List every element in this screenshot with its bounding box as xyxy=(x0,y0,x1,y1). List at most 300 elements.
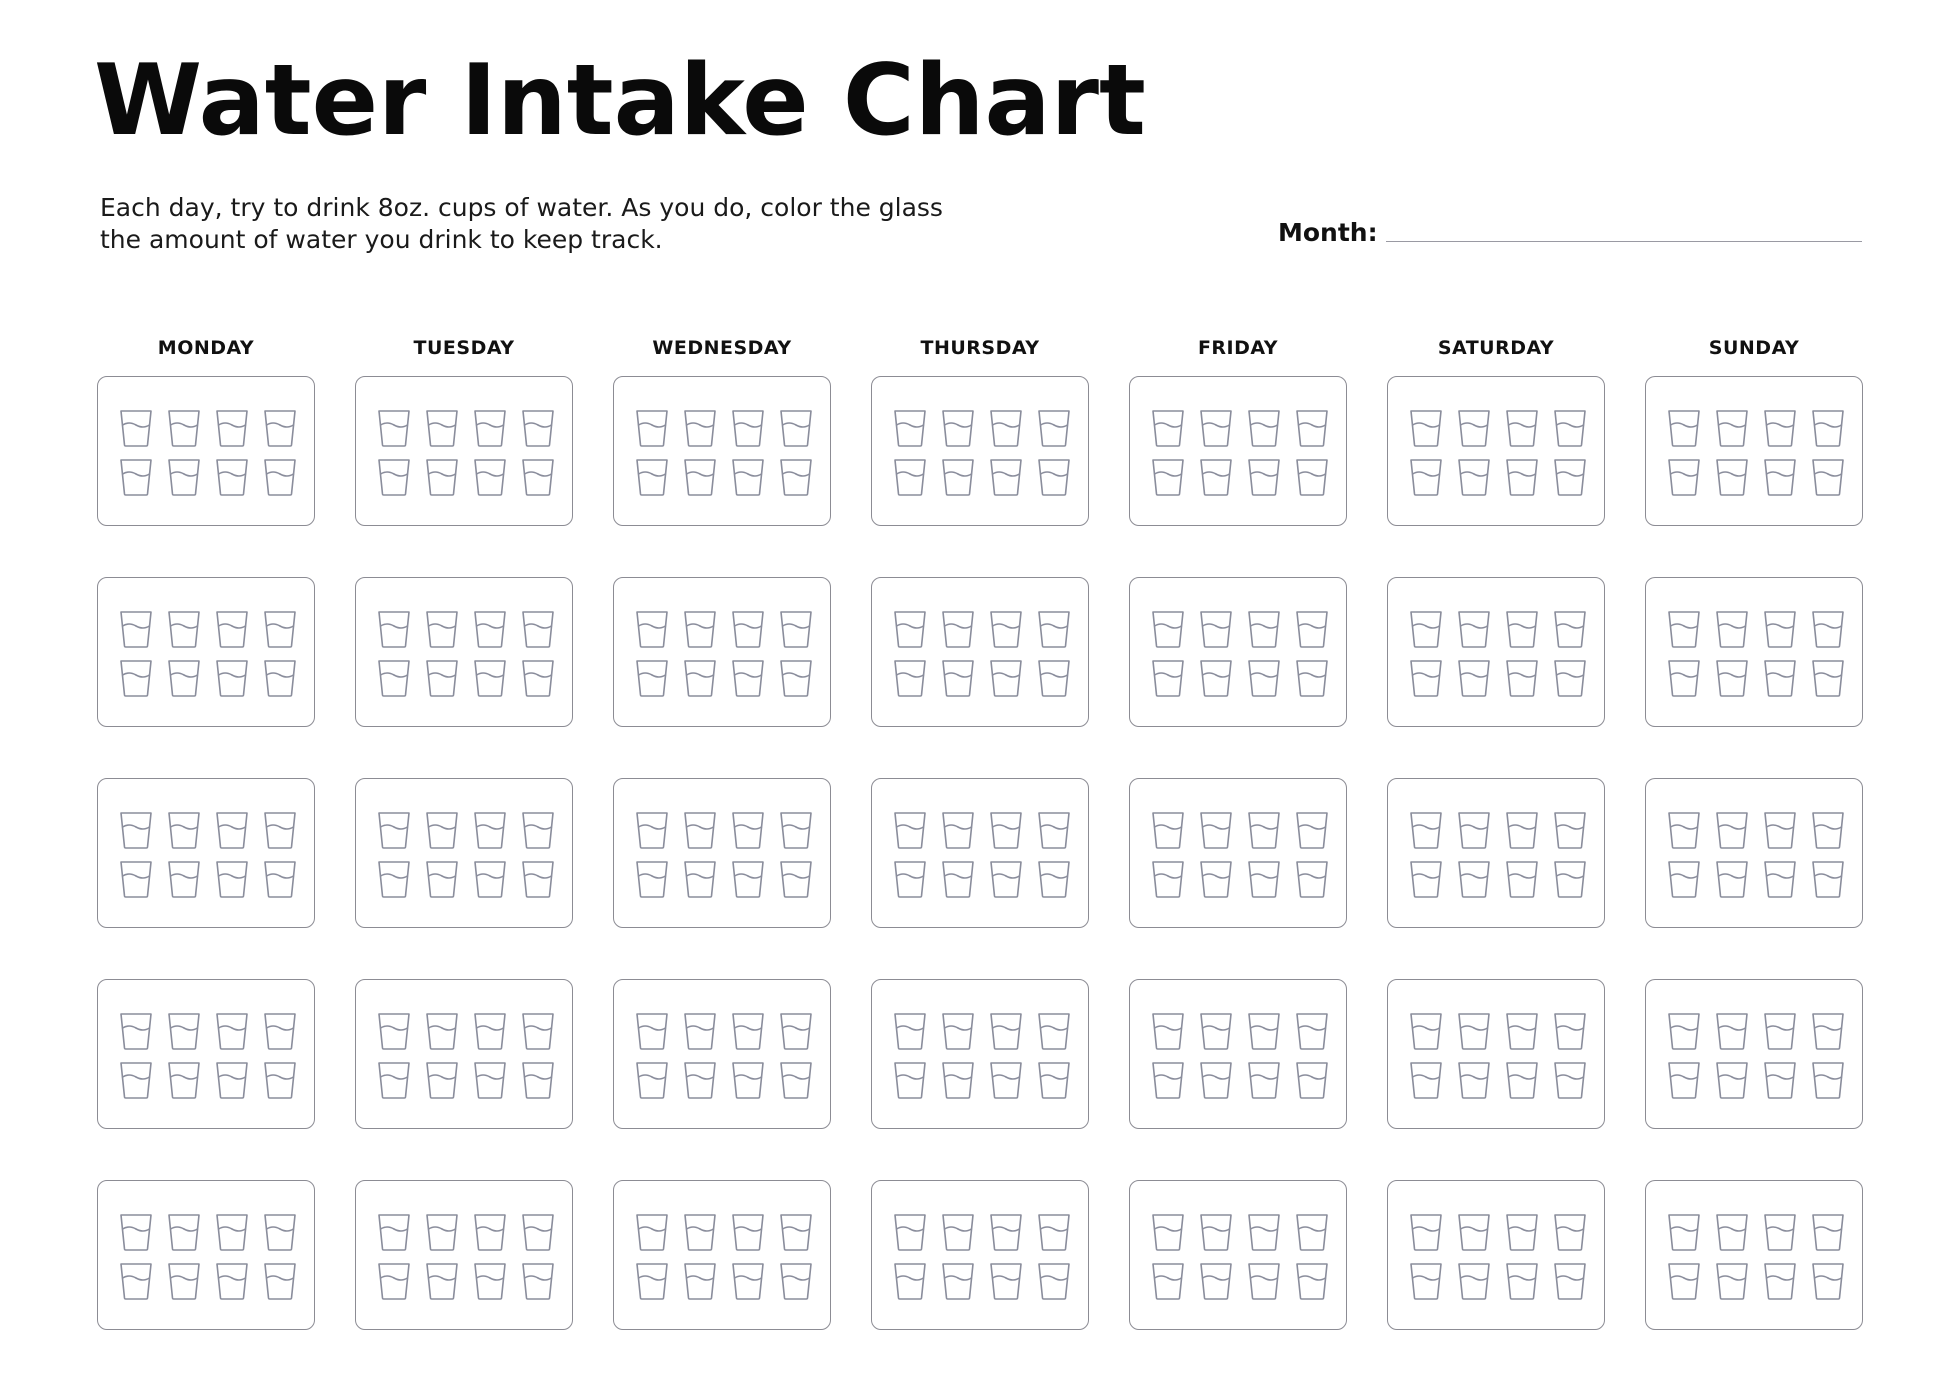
water-glass-icon[interactable] xyxy=(472,859,508,899)
water-glass-icon[interactable] xyxy=(1150,658,1186,698)
water-glass-icon[interactable] xyxy=(214,609,250,649)
water-glass-icon[interactable] xyxy=(214,1060,250,1100)
water-glass-icon[interactable] xyxy=(1036,859,1072,899)
water-glass-icon[interactable] xyxy=(682,810,718,850)
day-box xyxy=(355,778,573,928)
day-box xyxy=(1387,1180,1605,1330)
water-glass-icon[interactable] xyxy=(376,810,412,850)
water-glass-icon[interactable] xyxy=(1198,1212,1234,1252)
water-glass-icon[interactable] xyxy=(1246,1011,1282,1051)
water-glass-icon[interactable] xyxy=(424,810,460,850)
water-glass-icon[interactable] xyxy=(376,1212,412,1252)
water-glass-icon[interactable] xyxy=(940,1011,976,1051)
water-glass-icon[interactable] xyxy=(376,1011,412,1051)
water-glass-icon[interactable] xyxy=(730,859,766,899)
water-glass-icon[interactable] xyxy=(634,810,670,850)
water-glass-icon[interactable] xyxy=(1714,1212,1750,1252)
water-glass-icon[interactable] xyxy=(682,457,718,497)
water-glass-icon[interactable] xyxy=(520,1212,556,1252)
water-glass-icon[interactable] xyxy=(634,457,670,497)
water-glass-icon[interactable] xyxy=(1036,408,1072,448)
water-glass-icon[interactable] xyxy=(1810,457,1846,497)
water-glass-icon[interactable] xyxy=(1504,859,1540,899)
water-glass-icon[interactable] xyxy=(1408,1011,1444,1051)
water-glass-icon[interactable] xyxy=(1666,1011,1702,1051)
water-glass-icon[interactable] xyxy=(940,1060,976,1100)
water-glass-icon[interactable] xyxy=(1198,457,1234,497)
water-glass-icon[interactable] xyxy=(892,810,928,850)
water-glass-icon[interactable] xyxy=(1714,408,1750,448)
water-glass-icon[interactable] xyxy=(214,457,250,497)
water-glass-icon[interactable] xyxy=(1504,609,1540,649)
water-glass-icon[interactable] xyxy=(1456,658,1492,698)
water-glass-icon[interactable] xyxy=(1552,457,1588,497)
water-glass-icon[interactable] xyxy=(1036,609,1072,649)
water-glass-icon[interactable] xyxy=(940,810,976,850)
water-glass-icon[interactable] xyxy=(634,1261,670,1301)
water-glass-icon[interactable] xyxy=(376,408,412,448)
water-glass-icon[interactable] xyxy=(1666,609,1702,649)
water-glass-icon[interactable] xyxy=(376,658,412,698)
water-glass-icon[interactable] xyxy=(262,1060,298,1100)
water-glass-icon[interactable] xyxy=(1246,859,1282,899)
water-glass-icon[interactable] xyxy=(472,658,508,698)
water-glass-icon[interactable] xyxy=(634,859,670,899)
water-glass-icon[interactable] xyxy=(1408,810,1444,850)
day-box xyxy=(1387,979,1605,1129)
water-glass-icon[interactable] xyxy=(1762,1011,1798,1051)
water-glass-icon[interactable] xyxy=(988,1212,1024,1252)
water-glass-icon[interactable] xyxy=(682,658,718,698)
water-glass-icon[interactable] xyxy=(634,1011,670,1051)
water-glass-icon[interactable] xyxy=(1294,1011,1330,1051)
water-glass-icon[interactable] xyxy=(1714,859,1750,899)
water-glass-icon[interactable] xyxy=(1246,408,1282,448)
water-glass-icon[interactable] xyxy=(166,1060,202,1100)
water-glass-icon[interactable] xyxy=(262,609,298,649)
water-glass-icon[interactable] xyxy=(1810,658,1846,698)
water-glass-icon[interactable] xyxy=(262,658,298,698)
day-box xyxy=(613,577,831,727)
water-glass-icon[interactable] xyxy=(118,609,154,649)
water-glass-icon[interactable] xyxy=(472,609,508,649)
water-glass-icon[interactable] xyxy=(520,408,556,448)
water-glass-icon[interactable] xyxy=(1504,1212,1540,1252)
water-glass-icon[interactable] xyxy=(778,1212,814,1252)
water-glass-icon[interactable] xyxy=(214,658,250,698)
water-glass-icon[interactable] xyxy=(118,1212,154,1252)
water-glass-icon[interactable] xyxy=(1294,457,1330,497)
water-glass-icon[interactable] xyxy=(472,457,508,497)
water-glass-icon[interactable] xyxy=(1408,408,1444,448)
water-glass-icon[interactable] xyxy=(1150,1060,1186,1100)
water-glass-icon[interactable] xyxy=(1504,408,1540,448)
water-glass-icon[interactable] xyxy=(682,859,718,899)
water-glass-icon[interactable] xyxy=(1714,658,1750,698)
water-glass-icon[interactable] xyxy=(424,859,460,899)
water-glass-icon[interactable] xyxy=(634,658,670,698)
water-glass-icon[interactable] xyxy=(1552,859,1588,899)
water-glass-icon[interactable] xyxy=(1456,609,1492,649)
water-glass-icon[interactable] xyxy=(1408,1060,1444,1100)
day-box xyxy=(1645,376,1863,526)
water-glass-icon[interactable] xyxy=(940,408,976,448)
water-glass-icon[interactable] xyxy=(214,1212,250,1252)
water-glass-icon[interactable] xyxy=(1714,810,1750,850)
water-glass-icon[interactable] xyxy=(166,1011,202,1051)
water-glass-icon[interactable] xyxy=(1036,457,1072,497)
water-glass-icon[interactable] xyxy=(1246,457,1282,497)
water-glass-icon[interactable] xyxy=(262,1212,298,1252)
water-glass-icon[interactable] xyxy=(472,1011,508,1051)
water-glass-icon[interactable] xyxy=(376,859,412,899)
water-glass-icon[interactable] xyxy=(892,1212,928,1252)
water-glass-icon[interactable] xyxy=(1036,1261,1072,1301)
water-glass-icon[interactable] xyxy=(682,1261,718,1301)
water-glass-icon[interactable] xyxy=(1552,658,1588,698)
day-box xyxy=(1645,577,1863,727)
water-glass-icon[interactable] xyxy=(1666,457,1702,497)
water-glass-icon[interactable] xyxy=(1150,1212,1186,1252)
water-glass-icon[interactable] xyxy=(1036,658,1072,698)
water-glass-icon[interactable] xyxy=(730,609,766,649)
water-glass-icon[interactable] xyxy=(1294,408,1330,448)
water-glass-icon[interactable] xyxy=(1246,609,1282,649)
water-glass-icon[interactable] xyxy=(118,810,154,850)
water-glass-icon[interactable] xyxy=(1714,1261,1750,1301)
water-glass-icon[interactable] xyxy=(1294,810,1330,850)
water-glass-icon[interactable] xyxy=(1408,1212,1444,1252)
water-glass-icon[interactable] xyxy=(730,810,766,850)
water-glass-icon[interactable] xyxy=(682,1011,718,1051)
water-glass-icon[interactable] xyxy=(1456,859,1492,899)
water-glass-icon[interactable] xyxy=(1714,1060,1750,1100)
water-glass-icon[interactable] xyxy=(472,1261,508,1301)
water-glass-icon[interactable] xyxy=(214,408,250,448)
water-glass-icon[interactable] xyxy=(1810,859,1846,899)
day-box xyxy=(1645,778,1863,928)
water-glass-icon[interactable] xyxy=(1408,1261,1444,1301)
water-glass-icon[interactable] xyxy=(424,658,460,698)
water-glass-icon[interactable] xyxy=(1456,457,1492,497)
water-glass-icon[interactable] xyxy=(730,457,766,497)
water-glass-icon[interactable] xyxy=(214,859,250,899)
water-glass-icon[interactable] xyxy=(1036,1011,1072,1051)
day-box xyxy=(355,979,573,1129)
water-glass-icon[interactable] xyxy=(118,1011,154,1051)
water-glass-icon[interactable] xyxy=(682,609,718,649)
water-glass-icon[interactable] xyxy=(940,859,976,899)
water-glass-icon[interactable] xyxy=(1714,457,1750,497)
water-glass-icon[interactable] xyxy=(1762,658,1798,698)
water-glass-icon[interactable] xyxy=(1198,609,1234,649)
water-glass-icon[interactable] xyxy=(1552,1011,1588,1051)
water-glass-icon[interactable] xyxy=(1150,457,1186,497)
water-glass-icon[interactable] xyxy=(1456,1261,1492,1301)
water-glass-icon[interactable] xyxy=(520,658,556,698)
water-glass-icon[interactable] xyxy=(892,457,928,497)
water-glass-icon[interactable] xyxy=(1714,1011,1750,1051)
water-glass-icon[interactable] xyxy=(376,457,412,497)
day-box xyxy=(871,577,1089,727)
water-glass-icon[interactable] xyxy=(730,408,766,448)
water-glass-icon[interactable] xyxy=(892,1261,928,1301)
water-glass-icon[interactable] xyxy=(940,457,976,497)
water-glass-icon[interactable] xyxy=(1150,1261,1186,1301)
water-glass-icon[interactable] xyxy=(118,658,154,698)
water-glass-icon[interactable] xyxy=(1036,810,1072,850)
water-glass-icon[interactable] xyxy=(262,1011,298,1051)
water-glass-icon[interactable] xyxy=(634,1212,670,1252)
water-glass-icon[interactable] xyxy=(1198,658,1234,698)
water-glass-icon[interactable] xyxy=(1504,457,1540,497)
water-glass-icon[interactable] xyxy=(1666,1212,1702,1252)
water-glass-icon[interactable] xyxy=(682,1060,718,1100)
water-glass-icon[interactable] xyxy=(730,1011,766,1051)
water-glass-icon[interactable] xyxy=(1504,658,1540,698)
water-glass-icon[interactable] xyxy=(1810,810,1846,850)
water-glass-icon[interactable] xyxy=(1408,457,1444,497)
water-glass-icon[interactable] xyxy=(1552,810,1588,850)
water-glass-icon[interactable] xyxy=(472,408,508,448)
water-glass-icon[interactable] xyxy=(520,859,556,899)
water-glass-icon[interactable] xyxy=(1150,810,1186,850)
water-glass-icon[interactable] xyxy=(1036,1212,1072,1252)
water-glass-icon[interactable] xyxy=(424,408,460,448)
water-glass-icon[interactable] xyxy=(1150,859,1186,899)
water-glass-icon[interactable] xyxy=(520,609,556,649)
water-glass-icon[interactable] xyxy=(730,1212,766,1252)
water-glass-icon[interactable] xyxy=(778,810,814,850)
water-glass-icon[interactable] xyxy=(1762,859,1798,899)
water-glass-icon[interactable] xyxy=(778,859,814,899)
water-glass-icon[interactable] xyxy=(778,1060,814,1100)
water-glass-icon[interactable] xyxy=(988,658,1024,698)
water-glass-icon[interactable] xyxy=(1294,609,1330,649)
water-glass-icon[interactable] xyxy=(1294,658,1330,698)
water-glass-icon[interactable] xyxy=(166,1261,202,1301)
water-glass-icon[interactable] xyxy=(118,457,154,497)
water-glass-icon[interactable] xyxy=(1198,859,1234,899)
water-glass-icon[interactable] xyxy=(892,1011,928,1051)
water-glass-icon[interactable] xyxy=(1762,408,1798,448)
water-glass-icon[interactable] xyxy=(472,1212,508,1252)
water-glass-icon[interactable] xyxy=(118,408,154,448)
water-glass-icon[interactable] xyxy=(472,810,508,850)
water-glass-icon[interactable] xyxy=(778,1011,814,1051)
water-glass-icon[interactable] xyxy=(778,1261,814,1301)
water-glass-icon[interactable] xyxy=(730,1060,766,1100)
water-glass-icon[interactable] xyxy=(1198,408,1234,448)
water-glass-icon[interactable] xyxy=(730,658,766,698)
water-glass-icon[interactable] xyxy=(1150,609,1186,649)
water-glass-icon[interactable] xyxy=(1246,810,1282,850)
water-glass-icon[interactable] xyxy=(214,1011,250,1051)
water-glass-icon[interactable] xyxy=(634,408,670,448)
water-glass-icon[interactable] xyxy=(166,859,202,899)
water-glass-icon[interactable] xyxy=(1294,1060,1330,1100)
water-glass-icon[interactable] xyxy=(682,408,718,448)
water-glass-icon[interactable] xyxy=(1150,1011,1186,1051)
water-glass-icon[interactable] xyxy=(778,609,814,649)
water-glass-icon[interactable] xyxy=(988,810,1024,850)
water-glass-icon[interactable] xyxy=(1762,1261,1798,1301)
water-glass-icon[interactable] xyxy=(1246,1212,1282,1252)
water-glass-icon[interactable] xyxy=(778,658,814,698)
day-box xyxy=(871,778,1089,928)
water-glass-icon[interactable] xyxy=(1666,408,1702,448)
water-glass-icon[interactable] xyxy=(520,1060,556,1100)
water-glass-icon[interactable] xyxy=(424,1212,460,1252)
water-glass-icon[interactable] xyxy=(1810,609,1846,649)
water-glass-icon[interactable] xyxy=(472,1060,508,1100)
water-glass-icon[interactable] xyxy=(940,1212,976,1252)
water-glass-icon[interactable] xyxy=(376,1261,412,1301)
water-glass-icon[interactable] xyxy=(1552,1212,1588,1252)
water-glass-icon[interactable] xyxy=(262,859,298,899)
water-glass-icon[interactable] xyxy=(1456,1060,1492,1100)
water-glass-icon[interactable] xyxy=(166,658,202,698)
water-glass-icon[interactable] xyxy=(520,1011,556,1051)
water-glass-icon[interactable] xyxy=(1456,1212,1492,1252)
day-box xyxy=(613,1180,831,1330)
water-glass-icon[interactable] xyxy=(424,1060,460,1100)
water-glass-icon[interactable] xyxy=(892,609,928,649)
day-box xyxy=(871,1180,1089,1330)
water-glass-icon[interactable] xyxy=(1762,457,1798,497)
day-box xyxy=(97,376,315,526)
water-glass-icon[interactable] xyxy=(1552,408,1588,448)
water-glass-icon[interactable] xyxy=(1408,609,1444,649)
water-glass-icon[interactable] xyxy=(424,457,460,497)
water-glass-icon[interactable] xyxy=(1246,658,1282,698)
water-glass-icon[interactable] xyxy=(1198,1261,1234,1301)
water-glass-icon[interactable] xyxy=(262,408,298,448)
water-glass-icon[interactable] xyxy=(988,859,1024,899)
water-glass-icon[interactable] xyxy=(988,1011,1024,1051)
water-glass-icon[interactable] xyxy=(1762,609,1798,649)
water-glass-icon[interactable] xyxy=(1246,1060,1282,1100)
water-glass-icon[interactable] xyxy=(520,457,556,497)
water-glass-icon[interactable] xyxy=(892,859,928,899)
water-glass-icon[interactable] xyxy=(1150,408,1186,448)
water-glass-icon[interactable] xyxy=(214,1261,250,1301)
water-glass-icon[interactable] xyxy=(424,1011,460,1051)
water-glass-icon[interactable] xyxy=(424,1261,460,1301)
water-glass-icon[interactable] xyxy=(892,408,928,448)
water-glass-icon[interactable] xyxy=(520,1261,556,1301)
water-glass-icon[interactable] xyxy=(520,810,556,850)
water-glass-icon[interactable] xyxy=(730,1261,766,1301)
water-glass-icon[interactable] xyxy=(376,609,412,649)
water-glass-icon[interactable] xyxy=(1762,1060,1798,1100)
water-glass-icon[interactable] xyxy=(682,1212,718,1252)
water-glass-icon[interactable] xyxy=(1810,1011,1846,1051)
water-glass-icon[interactable] xyxy=(940,658,976,698)
water-glass-icon[interactable] xyxy=(376,1060,412,1100)
water-glass-icon[interactable] xyxy=(778,457,814,497)
water-glass-icon[interactable] xyxy=(166,810,202,850)
day-box xyxy=(1387,577,1605,727)
water-glass-icon[interactable] xyxy=(1714,609,1750,649)
water-glass-icon[interactable] xyxy=(1504,1060,1540,1100)
water-glass-icon[interactable] xyxy=(262,810,298,850)
water-glass-icon[interactable] xyxy=(988,609,1024,649)
day-box xyxy=(1129,577,1347,727)
water-glass-icon[interactable] xyxy=(1552,1261,1588,1301)
water-glass-icon[interactable] xyxy=(634,1060,670,1100)
water-glass-icon[interactable] xyxy=(1408,658,1444,698)
water-glass-icon[interactable] xyxy=(1810,408,1846,448)
water-glass-icon[interactable] xyxy=(778,408,814,448)
water-glass-icon[interactable] xyxy=(988,1261,1024,1301)
water-glass-icon[interactable] xyxy=(1762,1212,1798,1252)
water-glass-icon[interactable] xyxy=(166,408,202,448)
water-glass-icon[interactable] xyxy=(1552,609,1588,649)
water-glass-icon[interactable] xyxy=(1036,1060,1072,1100)
water-glass-icon[interactable] xyxy=(634,609,670,649)
water-glass-icon[interactable] xyxy=(1198,1060,1234,1100)
water-glass-icon[interactable] xyxy=(262,1261,298,1301)
water-glass-icon[interactable] xyxy=(1666,810,1702,850)
water-glass-icon[interactable] xyxy=(988,1060,1024,1100)
water-glass-icon[interactable] xyxy=(214,810,250,850)
water-glass-icon[interactable] xyxy=(940,1261,976,1301)
water-glass-icon[interactable] xyxy=(1504,1261,1540,1301)
water-glass-icon[interactable] xyxy=(118,859,154,899)
water-glass-icon[interactable] xyxy=(1246,1261,1282,1301)
water-glass-icon[interactable] xyxy=(166,457,202,497)
instructions xyxy=(100,192,1000,256)
water-glass-icon[interactable] xyxy=(1198,1011,1234,1051)
water-glass-icon[interactable] xyxy=(1504,1011,1540,1051)
water-glass-icon[interactable] xyxy=(424,609,460,649)
day-box xyxy=(97,577,315,727)
water-glass-icon[interactable] xyxy=(1762,810,1798,850)
water-glass-icon[interactable] xyxy=(1408,859,1444,899)
water-glass-icon[interactable] xyxy=(1294,1212,1330,1252)
water-glass-icon[interactable] xyxy=(1666,1060,1702,1100)
water-glass-icon[interactable] xyxy=(1666,859,1702,899)
water-glass-icon[interactable] xyxy=(1456,408,1492,448)
water-glass-icon[interactable] xyxy=(1456,1011,1492,1051)
water-glass-icon[interactable] xyxy=(1198,810,1234,850)
water-glass-icon[interactable] xyxy=(1810,1261,1846,1301)
water-glass-icon[interactable] xyxy=(1294,1261,1330,1301)
day-box xyxy=(1129,1180,1347,1330)
water-glass-icon[interactable] xyxy=(1294,859,1330,899)
water-glass-icon[interactable] xyxy=(1810,1060,1846,1100)
day-box xyxy=(1645,979,1863,1129)
water-glass-icon[interactable] xyxy=(166,609,202,649)
water-glass-icon[interactable] xyxy=(166,1212,202,1252)
water-glass-icon[interactable] xyxy=(988,457,1024,497)
water-glass-icon[interactable] xyxy=(1456,810,1492,850)
water-glass-icon[interactable] xyxy=(1504,810,1540,850)
water-glass-icon[interactable] xyxy=(892,658,928,698)
water-glass-icon[interactable] xyxy=(118,1060,154,1100)
water-glass-icon[interactable] xyxy=(1666,1261,1702,1301)
water-glass-icon[interactable] xyxy=(118,1261,154,1301)
water-glass-icon[interactable] xyxy=(262,457,298,497)
month-field[interactable] xyxy=(1386,241,1862,242)
water-glass-icon[interactable] xyxy=(1666,658,1702,698)
water-glass-icon[interactable] xyxy=(988,408,1024,448)
water-glass-icon[interactable] xyxy=(1810,1212,1846,1252)
water-glass-icon[interactable] xyxy=(1552,1060,1588,1100)
water-glass-icon[interactable] xyxy=(892,1060,928,1100)
water-glass-icon[interactable] xyxy=(940,609,976,649)
